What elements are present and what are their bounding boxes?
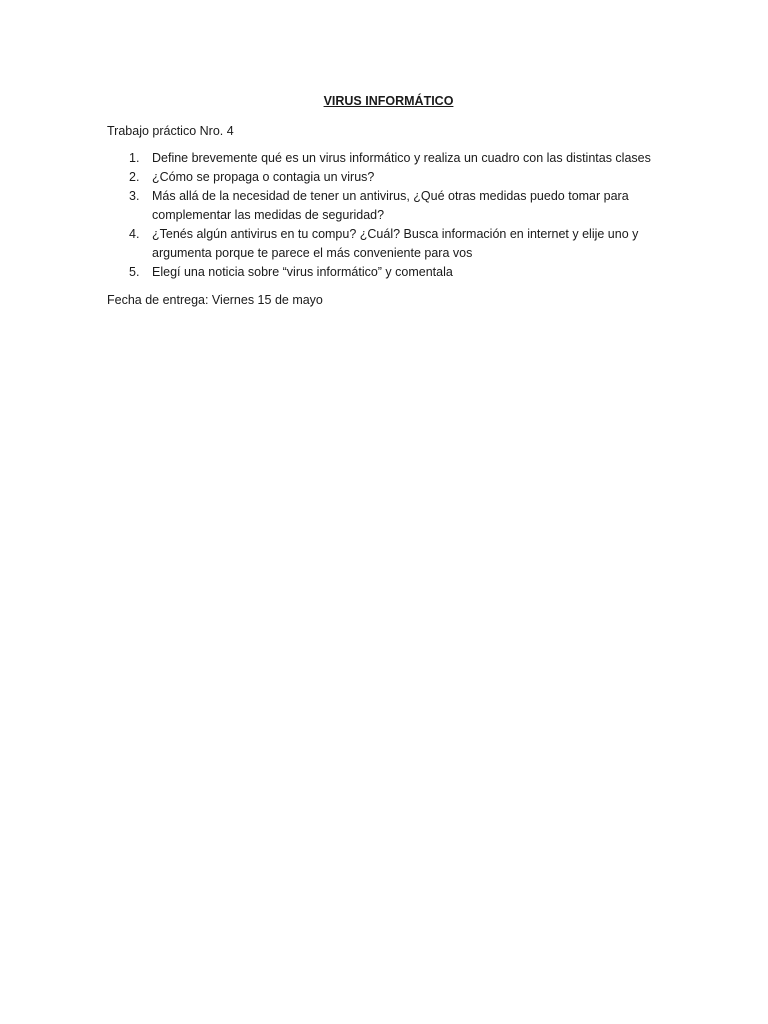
list-item-number: 1. xyxy=(129,151,140,165)
list-item xyxy=(107,263,667,282)
list-item-number: 5. xyxy=(129,265,140,279)
list-item-text: Define brevemente qué es un virus informático y realiza un cuadro con las distintas clases xyxy=(152,151,651,165)
list-item xyxy=(107,187,667,225)
list-item-text: Elegí una noticia sobre “virus informático” y comentala xyxy=(152,265,453,279)
assignment-subtitle: Trabajo práctico Nro. 4 xyxy=(107,124,234,138)
list-item xyxy=(107,168,667,187)
document-content xyxy=(107,92,667,309)
list-item-number: 3. xyxy=(129,189,140,203)
list-item-text: ¿Cómo se propaga o contagia un virus? xyxy=(152,170,375,184)
document-title: VIRUS INFORMÁTICO xyxy=(323,94,454,108)
list-item-text: ¿Tenés algún antivirus en tu compu? ¿Cuál? Busca información en internet y elije uno y argumenta porque te parece el más conveniente para vos xyxy=(152,227,639,260)
task-list xyxy=(107,149,667,282)
list-item xyxy=(107,149,667,168)
list-item xyxy=(107,225,667,263)
list-item-number: 4. xyxy=(129,227,140,241)
list-item-number: 2. xyxy=(129,170,140,184)
list-item-text: Más allá de la necesidad de tener un antivirus, ¿Qué otras medidas puedo tomar para complementar las medidas de seguridad? xyxy=(152,189,629,222)
due-date: Fecha de entrega: Viernes 15 de mayo xyxy=(107,293,323,307)
